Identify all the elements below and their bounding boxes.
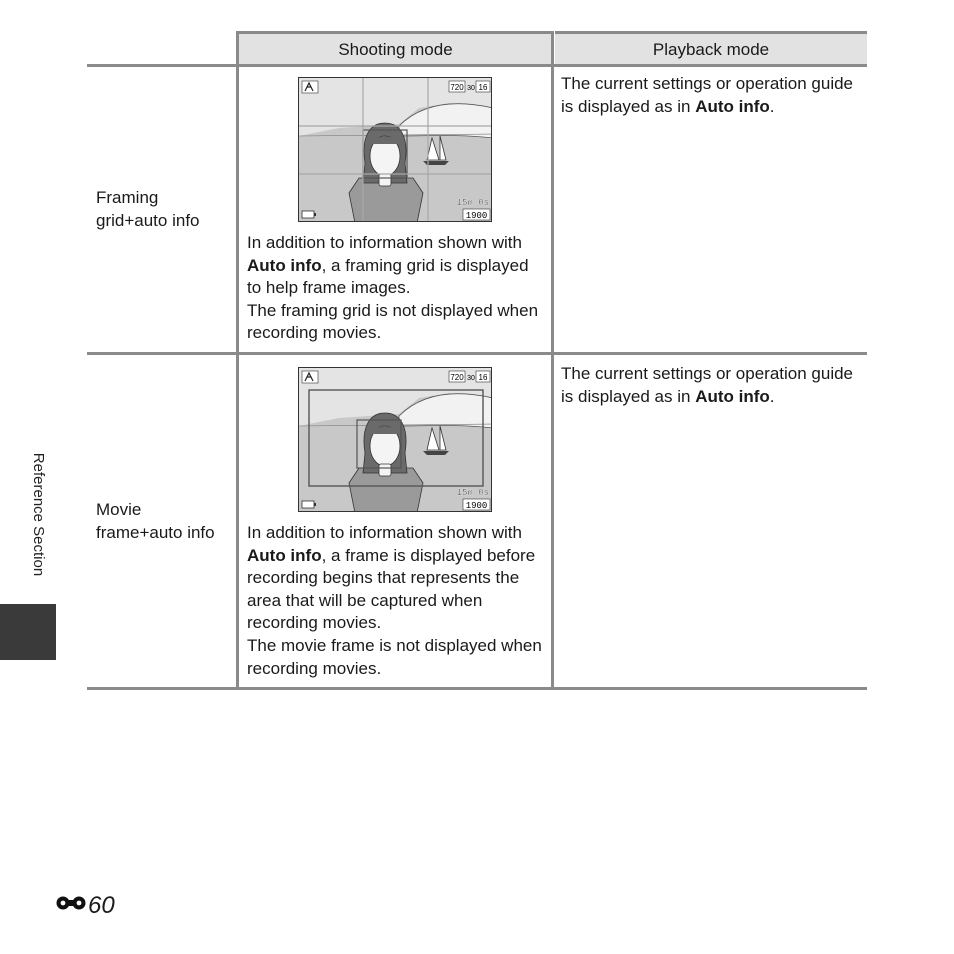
description-text: , a framing grid is displayed to help frame images. bbox=[247, 255, 529, 298]
row-label-line: Framing bbox=[96, 188, 159, 207]
camera-preview-illustration bbox=[299, 78, 492, 222]
description-bold-term: Auto info bbox=[247, 255, 322, 275]
battery-icon bbox=[302, 211, 316, 218]
description-note: The framing grid is not displayed when recording movies. bbox=[247, 300, 539, 343]
row-label-framing-grid bbox=[96, 186, 236, 232]
row-divider-top bbox=[87, 64, 867, 67]
side-tab-text: Reference Section bbox=[30, 452, 48, 576]
side-tab-marker bbox=[0, 604, 56, 660]
column-divider-2 bbox=[551, 31, 554, 690]
description-text: In addition to information shown with bbox=[247, 233, 522, 252]
camera-screen-movie-frame bbox=[298, 367, 492, 512]
header-shooting-mode-label: Shooting mode bbox=[338, 39, 453, 59]
camera-screen-framing-grid bbox=[298, 77, 492, 222]
reference-binoculars-icon bbox=[56, 892, 86, 920]
description-note: The movie frame is not displayed when recording movies. bbox=[247, 635, 542, 678]
header-shooting-mode bbox=[239, 31, 552, 65]
shooting-description-framing-grid bbox=[247, 232, 547, 345]
description-text: In addition to information shown with bbox=[247, 523, 522, 542]
playback-text: . bbox=[769, 386, 775, 406]
movie-time-remaining: 15m 0s bbox=[456, 198, 489, 208]
description-text: , a frame is displayed before recording begins that represents the area that will be captured when recording movies. bbox=[247, 545, 536, 633]
frame-rate-indicator: 30 bbox=[467, 85, 475, 92]
side-tab-label bbox=[21, 440, 57, 588]
exposures-remaining: 1900 bbox=[465, 211, 488, 221]
row-divider-bottom bbox=[87, 687, 867, 690]
row-label-movie-frame bbox=[96, 498, 236, 544]
page-number bbox=[56, 892, 115, 920]
row-label-line: grid+auto info bbox=[96, 211, 200, 230]
shooting-description-movie-frame bbox=[247, 522, 547, 680]
row-label-line: frame+auto info bbox=[96, 523, 215, 542]
movie-time-remaining: 15m 0s bbox=[456, 488, 489, 498]
exposures-remaining: 1900 bbox=[465, 501, 488, 511]
movie-resolution-indicator: 720 bbox=[450, 83, 464, 92]
header-playback-mode bbox=[555, 31, 867, 65]
camera-preview-illustration bbox=[299, 368, 492, 512]
image-size-indicator: 16 bbox=[478, 83, 488, 92]
scene-auto-icon bbox=[302, 81, 318, 93]
playback-description-movie-frame bbox=[561, 363, 861, 408]
image-size-indicator: 16 bbox=[478, 373, 488, 382]
playback-bold-term: Auto info bbox=[695, 96, 770, 116]
playback-bold-term: Auto info bbox=[695, 386, 770, 406]
movie-resolution-indicator: 720 bbox=[450, 373, 464, 382]
column-divider-1 bbox=[236, 31, 239, 690]
scene-auto-icon bbox=[302, 371, 318, 383]
frame-rate-indicator: 30 bbox=[467, 375, 475, 382]
playback-text: The current settings or operation guide is displayed as in bbox=[561, 74, 854, 116]
battery-icon bbox=[302, 501, 316, 508]
row-label-line: Movie bbox=[96, 500, 142, 519]
playback-text: . bbox=[769, 96, 775, 116]
header-playback-mode-label: Playback mode bbox=[652, 39, 770, 59]
description-bold-term: Auto info bbox=[247, 545, 322, 565]
playback-description-framing-grid bbox=[561, 73, 861, 118]
row-divider-middle bbox=[87, 352, 867, 355]
playback-text: The current settings or operation guide is displayed as in bbox=[561, 364, 854, 406]
page-number-text: 60 bbox=[88, 892, 115, 919]
